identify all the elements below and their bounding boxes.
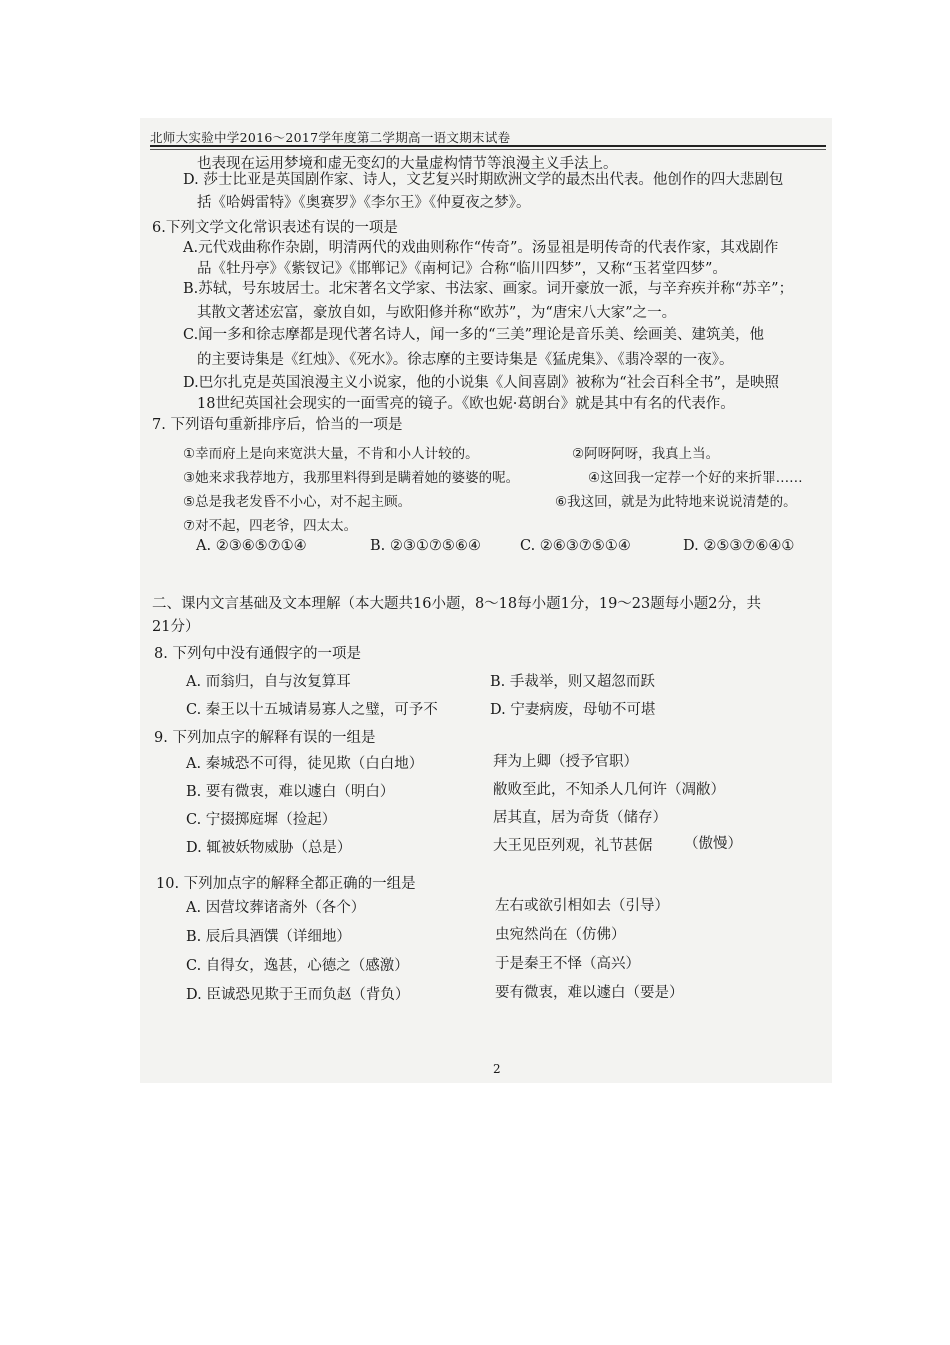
q5-option-d: D. 莎士比亚是英国剧作家、诗人，文艺复兴时期欧洲文学的最杰出代表。他创作的四大悲剧包 — [183, 172, 784, 188]
q7-option-c: C. ②⑥③⑦⑤①④ — [520, 538, 631, 554]
q7-option-d: D. ②⑤③⑦⑥④① — [683, 538, 795, 554]
q9-option-b-left: B. 要有微衷，难以遽白（明白） — [186, 784, 395, 800]
q9-option-c-right: 居其直，居为奇货（储存） — [493, 810, 667, 826]
q7-sentence-1: ①幸而府上是向来宽洪大量，不肯和小人计较的。 — [183, 446, 479, 462]
q7-sentence-3: ③她来求我荐地方，我那里料得到是瞒着她的婆婆的呢。 — [183, 470, 520, 486]
q10-option-c-left: C. 自得女，逸甚，心德之（感激） — [186, 958, 409, 974]
q7-sentence-4: ④这回我一定荐一个好的来折罪…… — [588, 470, 803, 486]
q9-option-a-right: 拜为上卿（授予官职） — [493, 754, 638, 770]
q9-option-d-left: D. 辄被妖物威胁（总是） — [186, 840, 352, 856]
q7-option-b: B. ②③①⑦⑤⑥④ — [370, 538, 481, 554]
q5-line: 括《哈姆雷特》《奥赛罗》《李尔王》《仲夏夜之梦》。 — [197, 195, 531, 211]
q9-option-b-right: 敝败至此，不知杀人几何许（凋敝） — [493, 782, 725, 798]
q10-option-a-right: 左右或欲引相如去（引导） — [495, 898, 669, 914]
header-rule — [150, 145, 826, 147]
q9-stem: 9. 下列加点字的解释有误的一组是 — [154, 730, 376, 746]
q7-sentence-5: ⑤总是我老发昏不小心，对不起主顾。 — [183, 494, 412, 510]
q9-option-d-note: （傲慢） — [684, 836, 742, 852]
q6-line: D.巴尔扎克是英国浪漫主义小说家，他的小说集《人间喜剧》被称为“社会百科全书”，是映照 — [183, 375, 780, 391]
q6-stem: 6.下列文学文化常识表述有误的一项是 — [152, 220, 398, 236]
q10-option-b-right: 虫宛然尚在（仿佛） — [495, 927, 626, 943]
q6-line: 品《牡丹亭》《紫钗记》《邯郸记》《南柯记》合称“临川四梦”，又称“玉茗堂四梦”。 — [197, 261, 727, 277]
section-2-heading-cont: 21分） — [152, 619, 200, 635]
q8-option-c: C. 秦王以十五城请易寡人之璧，可予不 — [186, 702, 438, 718]
q10-option-b-left: B. 辰后具酒馔（详细地） — [186, 929, 351, 945]
q6-line: 的主要诗集是《红烛》、《死水》。徐志摩的主要诗集是《猛虎集》、《翡冷翠的一夜》。 — [197, 352, 734, 368]
q10-stem: 10. 下列加点字的解释全都正确的一组是 — [156, 876, 416, 892]
q9-option-d-right: 大王见臣列观，礼节甚倨 — [493, 838, 653, 854]
q8-option-d: D. 宁妻病废，母劬不可堪 — [490, 702, 656, 718]
q10-option-c-right: 于是秦王不怿（高兴） — [495, 956, 640, 972]
page-number: 2 — [493, 1062, 501, 1076]
q7-sentence-7: ⑦对不起，四老爷，四太太。 — [183, 518, 358, 534]
q6-line: B.苏轼，号东坡居士。北宋著名文学家、书法家、画家。词开豪放一派，与辛弃疾并称“苏辛”； — [183, 281, 794, 297]
q10-option-d-right: 要有微衷，难以遽白（要是） — [495, 985, 684, 1001]
q9-option-c-left: C. 宁掇掷庭墀（捡起） — [186, 812, 337, 828]
q7-stem: 7. 下列语句重新排序后，恰当的一项是 — [152, 417, 403, 433]
header-rule-thin — [150, 149, 826, 150]
q10-option-a-left: A. 因营坟葬诸斋外（各个） — [186, 900, 366, 916]
q7-sentence-6: ⑥我这回，就是为此特地来说说清楚的。 — [555, 494, 797, 510]
q9-option-a-left: A. 秦城恐不可得，徒见欺（白白地） — [186, 756, 424, 772]
q6-line: 其散文著述宏富，豪放自如，与欧阳修并称“欧苏”，为“唐宋八大家”之一。 — [197, 305, 677, 321]
q8-option-b: B. 手裁举，则又超忽而跃 — [490, 674, 655, 690]
q7-option-a: A. ②③⑥⑤⑦①④ — [196, 538, 307, 554]
q8-stem: 8. 下列句中没有通假字的一项是 — [154, 646, 361, 662]
q7-sentence-2: ②阿呀阿呀，我真上当。 — [572, 446, 720, 462]
q5-line: 也表现在运用梦境和虚无变幻的大量虚构情节等浪漫主义手法上。 — [197, 156, 618, 172]
q8-option-a: A. 而翁归，自与汝复算耳 — [186, 674, 351, 690]
q6-line: C.闻一多和徐志摩都是现代著名诗人，闻一多的“三美”理论是音乐美、绘画美、建筑美，他 — [183, 327, 765, 343]
section-2-heading: 二、课内文言基础及文本理解（本大题共16小题，8～18每小题1分，19～23题每小题2分，共 — [152, 596, 761, 612]
q6-line: 18世纪英国社会现实的一面雪亮的镜子。《欧也妮·葛朗台》就是其中有名的代表作。 — [197, 396, 735, 412]
q6-line: A.元代戏曲称作杂剧，明清两代的戏曲则称作“传奇”。汤显祖是明传奇的代表作家，其戏剧作 — [183, 240, 779, 256]
exam-header: 北师大实验中学2016～2017学年度第二学期高一语文期末试卷 — [150, 130, 511, 145]
q10-option-d-left: D. 臣诚恐见欺于王而负赵（背负） — [186, 987, 410, 1003]
